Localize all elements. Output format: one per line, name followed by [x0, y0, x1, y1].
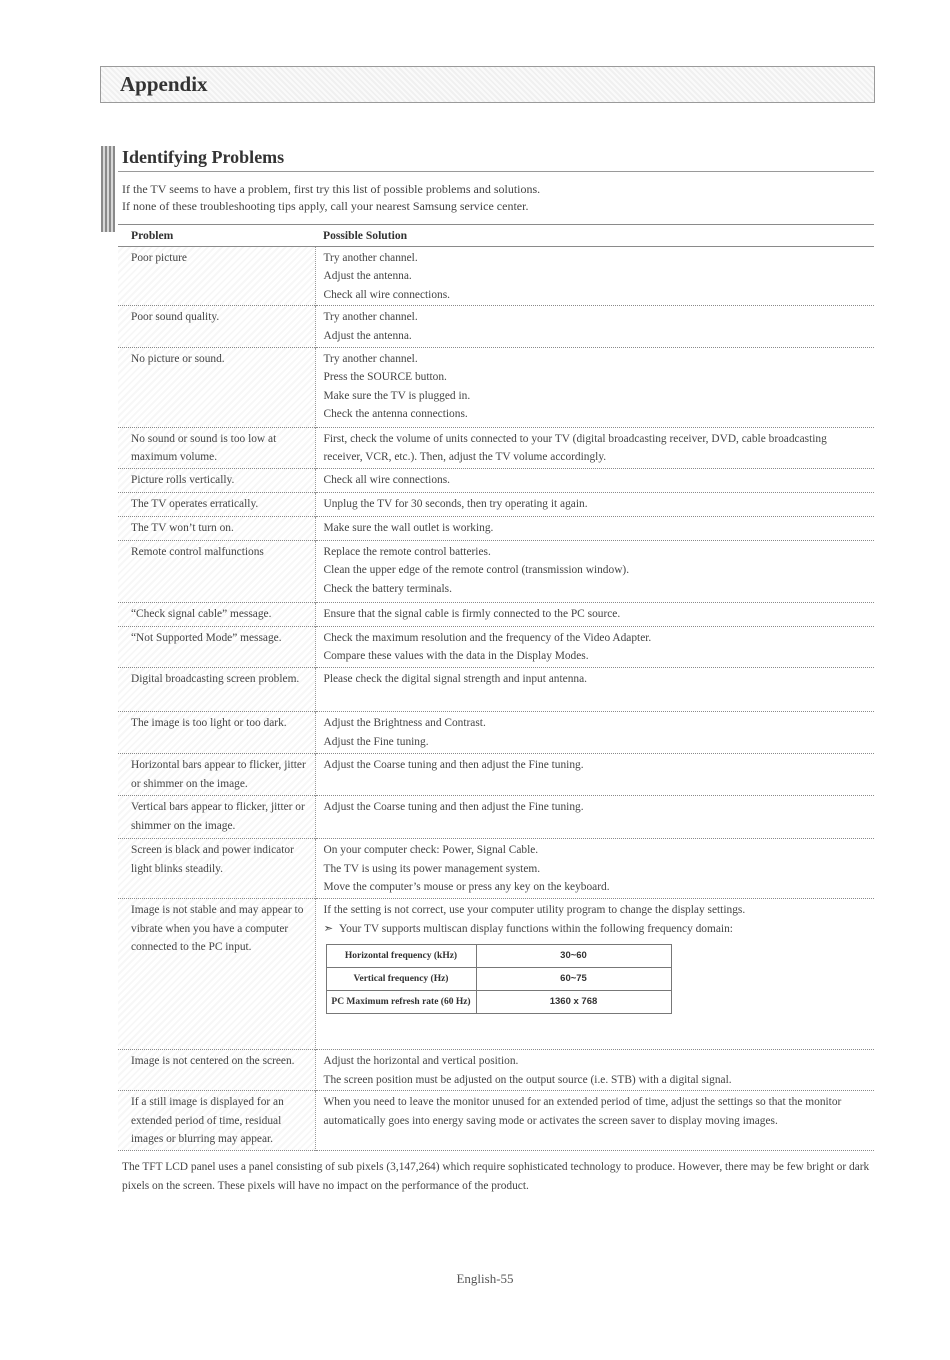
solution-cell	[315, 1091, 874, 1151]
table-row	[118, 602, 874, 626]
solution-line: Try another channel.	[323, 251, 418, 264]
solution-line: Adjust the antenna.	[323, 329, 412, 342]
note-line	[324, 920, 869, 939]
table-row	[118, 753, 874, 795]
problem-cell: No sound or sound is too low at maximum volume.	[118, 427, 315, 468]
solution-cell	[315, 838, 874, 898]
solution-line: Check all wire connections.	[323, 288, 451, 301]
table-row	[118, 306, 874, 347]
problem-cell: Picture rolls vertically.	[118, 468, 315, 492]
solution-line: When you need to leave the monitor unused for an extended period of time, adjust the settings so that the monitor automatically goes into energy saving mode or activates the screen saver to display moving images.	[323, 1096, 842, 1127]
solution-cell	[315, 516, 874, 540]
table-row	[118, 1091, 874, 1151]
solution-cell	[315, 753, 874, 795]
solution-line: The TV is using its power management system.	[323, 862, 541, 875]
table-row	[118, 795, 874, 838]
table-row	[118, 838, 874, 898]
problem-cell: Vertical bars appear to flicker, jitter or shimmer on the image.	[118, 795, 315, 838]
frequency-value: 1360 x 768	[476, 991, 671, 1014]
section-divider	[118, 171, 874, 172]
solution-cell	[315, 492, 874, 516]
solution-line: Adjust the horizontal and vertical position.	[323, 1054, 519, 1067]
section-title: Identifying Problems	[122, 147, 285, 167]
problem-cell: The TV won’t turn on.	[118, 516, 315, 540]
problem-cell: Screen is black and power indicator light blinks steadily.	[118, 838, 315, 898]
frequency-row	[326, 945, 671, 968]
solution-line: Clean the upper edge of the remote control (transmission window).	[323, 564, 630, 577]
table-row	[118, 246, 874, 306]
solution-line: Check the antenna connections.	[323, 408, 468, 421]
solution-cell	[315, 795, 874, 838]
solution-line: If the setting is not correct, use your computer utility program to change the display settings.	[323, 903, 746, 916]
table-row	[118, 1049, 874, 1090]
solution-line: First, check the volume of units connected to your TV (digital broadcasting receiver, DVD, cable broadcasting receiver, VCR, etc.). Then, adjust the TV volume accordingly.	[323, 432, 827, 464]
intro-line: If the TV seems to have a problem, first try this list of possible problems and solutions.	[122, 182, 541, 196]
solution-line: The screen position must be adjusted on the output source (i.e. STB) with a digital signal.	[323, 1073, 732, 1086]
problem-cell: Digital broadcasting screen problem.	[118, 667, 315, 711]
table-row	[118, 468, 874, 492]
solution-line: Move the computer’s mouse or press any key on the keyboard.	[323, 881, 610, 894]
frequency-table	[326, 944, 672, 1014]
intro-line: If none of these troubleshooting tips apply, call your nearest Samsung service center.	[122, 199, 529, 213]
solution-cell	[315, 626, 874, 667]
problem-cell: Poor picture	[118, 246, 315, 306]
table-row	[118, 516, 874, 540]
table-row	[118, 347, 874, 427]
frequency-row	[326, 968, 671, 991]
intro-text	[122, 181, 872, 215]
solution-line: Adjust the Coarse tuning and then adjust the Fine tuning.	[323, 800, 584, 813]
solution-line: Unplug the TV for 30 seconds, then try operating it again.	[323, 497, 588, 510]
solution-line: Replace the remote control batteries.	[323, 545, 491, 558]
problem-cell: The image is too light or too dark.	[118, 711, 315, 753]
problem-cell: Poor sound quality.	[118, 306, 315, 347]
solution-line: Try another channel.	[323, 352, 418, 365]
table-row	[118, 711, 874, 753]
solution-cell	[315, 711, 874, 753]
solution-line: Adjust the Brightness and Contrast.	[323, 716, 486, 729]
page-number: English-55	[456, 1271, 514, 1286]
solution-line: On your computer check: Power, Signal Cable.	[323, 843, 539, 856]
table-row	[118, 626, 874, 667]
solution-cell	[315, 306, 874, 347]
problem-cell: The TV operates erratically.	[118, 492, 315, 516]
solution-cell	[315, 898, 874, 1049]
solution-cell	[315, 667, 874, 711]
solution-line: Make sure the wall outlet is working.	[323, 521, 494, 534]
solution-line: Please check the digital signal strength and input antenna.	[323, 672, 587, 685]
frequency-label: Vertical frequency (Hz)	[326, 968, 476, 991]
problem-cell: Horizontal bars appear to flicker, jitter or shimmer on the image.	[118, 753, 315, 795]
solution-cell	[315, 540, 874, 602]
solution-line: Adjust the Coarse tuning and then adjust the Fine tuning.	[323, 758, 584, 771]
problem-cell: If a still image is displayed for an extended period of time, residual images or blurring may appear.	[118, 1091, 315, 1151]
solution-line: Try another channel.	[323, 311, 418, 324]
problem-cell: Remote control malfunctions	[118, 540, 315, 602]
problem-cell: No picture or sound.	[118, 347, 315, 427]
section-marker-bar	[101, 146, 115, 232]
problem-cell: Image is not centered on the screen.	[118, 1049, 315, 1090]
solution-cell	[315, 1049, 874, 1090]
table-row	[118, 898, 874, 1049]
chapter-header	[100, 66, 875, 103]
note-arrow-icon: ➣	[323, 922, 334, 935]
solution-cell	[315, 468, 874, 492]
frequency-value: 60~75	[476, 968, 671, 991]
frequency-label: PC Maximum refresh rate (60 Hz)	[326, 991, 476, 1014]
troubleshooting-table	[118, 224, 874, 1151]
solution-line: Adjust the antenna.	[323, 270, 412, 283]
solution-line: Press the SOURCE button.	[323, 371, 447, 384]
solution-line: Adjust the Fine tuning.	[323, 735, 429, 748]
problem-cell: Image is not stable and may appear to vibrate when you have a computer connected to the PC input.	[118, 898, 315, 1049]
note-text: Your TV supports multiscan display functions within the following frequency domain:	[339, 922, 733, 935]
table-row	[118, 540, 874, 602]
problem-cell: “Check signal cable” message.	[118, 602, 315, 626]
solution-line: Compare these values with the data in the Display Modes.	[323, 650, 589, 663]
problem-column-header: Problem	[131, 229, 174, 242]
frequency-label: Horizontal frequency (kHz)	[326, 945, 476, 968]
table-row	[118, 427, 874, 468]
footer-note: The TFT LCD panel uses a panel consisting of sub pixels (3,147,264) which require sophisticated technology to produce. However, there may be few bright or dark pixels on the screen. These pixels will have no impact on the performance of the product.	[122, 1161, 870, 1192]
table-header-row	[118, 225, 874, 247]
solution-line: Check all wire connections.	[323, 473, 451, 486]
solution-line: Check the maximum resolution and the frequency of the Video Adapter.	[323, 631, 652, 644]
table-row	[118, 667, 874, 711]
solution-cell	[315, 246, 874, 306]
problem-cell: “Not Supported Mode” message.	[118, 626, 315, 667]
solution-cell	[315, 427, 874, 468]
solution-column-header: Possible Solution	[323, 229, 408, 242]
table-row	[118, 492, 874, 516]
solution-cell	[315, 347, 874, 427]
frequency-value: 30~60	[476, 945, 671, 968]
solution-line: Ensure that the signal cable is firmly connected to the PC source.	[323, 607, 621, 620]
frequency-row	[326, 991, 671, 1014]
solution-line: Check the battery terminals.	[323, 582, 452, 595]
solution-cell	[315, 602, 874, 626]
solution-line: Make sure the TV is plugged in.	[323, 389, 471, 402]
chapter-title: Appendix	[120, 72, 208, 96]
